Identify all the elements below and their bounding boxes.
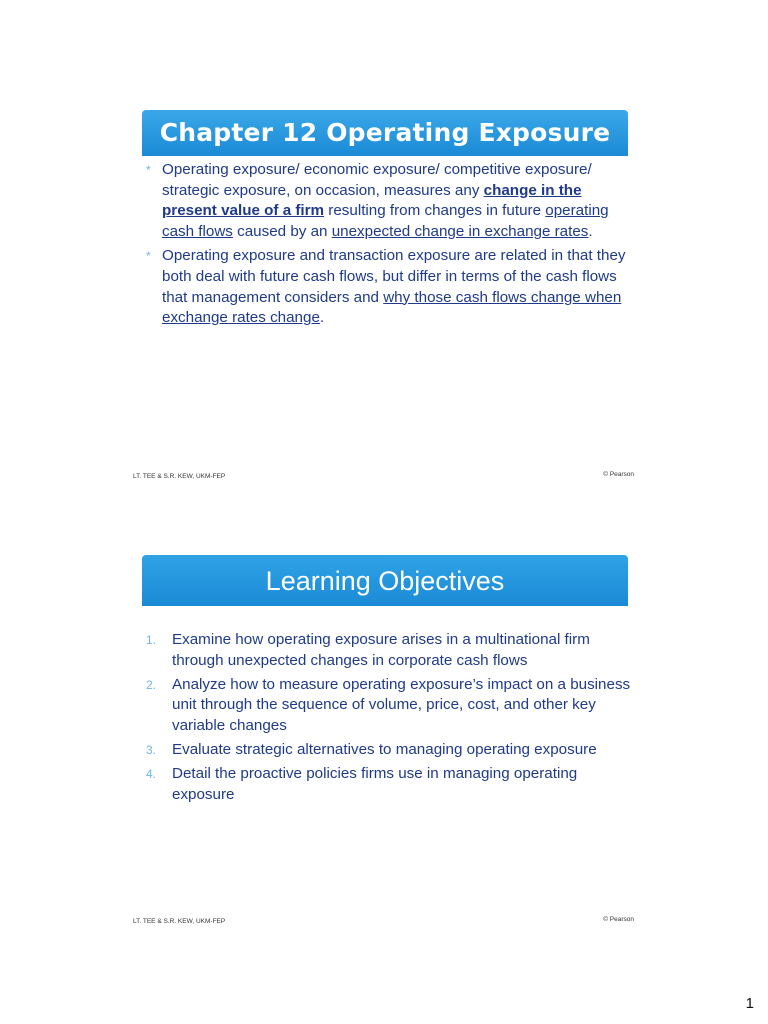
objective-item: [142, 740, 632, 761]
bullet-text: caused by an: [232, 222, 332, 240]
bullet-star-icon: *: [146, 249, 151, 264]
objectives-list: [142, 630, 632, 809]
objective-item: [142, 630, 632, 671]
slide-title: Learning Objectives: [142, 555, 628, 606]
objective-text: Detail the proactive policies firms use in managing operating exposure: [172, 765, 578, 803]
bullet-star-icon: *: [146, 163, 151, 177]
objective-item: [142, 675, 632, 737]
bullet-list: [142, 160, 632, 333]
objective-text: Examine how operating exposure arises in a multinational firm through unexpected changes in corporate cash flows: [172, 631, 590, 669]
bullet-text: resulting from changes in future: [324, 202, 546, 220]
objective-number: 1.: [146, 633, 157, 647]
objective-item: [142, 764, 632, 805]
slide-title: Chapter 12 Operating Exposure: [142, 110, 628, 156]
bullet-item: [142, 246, 632, 328]
slide-learning-objectives: [130, 545, 640, 935]
underlined-text: unexpected change in exchange rates: [331, 222, 589, 240]
bullet-text: Operating exposure and transaction exposure are related in that they both deal with future cash flows, but differ in terms of the cash flows that management considers and: [162, 247, 626, 306]
slide-footer-copyright: © Pearson: [603, 471, 634, 478]
slide-footer-authors: LT. TEE & S.R. KEW, UKM-FEP: [133, 918, 226, 925]
slide-footer-copyright: © Pearson: [603, 916, 634, 923]
objective-number: 3.: [146, 742, 157, 757]
objective-number: 2.: [146, 677, 157, 692]
objective-number: 4.: [146, 767, 157, 782]
underlined-text: operating cash flows: [162, 202, 609, 240]
slide-chapter-12: [130, 100, 640, 490]
bullet-text: .: [588, 222, 593, 240]
objective-text: Analyze how to measure operating exposure’s impact on a business unit through the sequence of volume, price, cost, and other key variable changes: [172, 675, 631, 734]
bullet-text: .: [319, 309, 325, 327]
objective-text: Evaluate strategic alternatives to managing operating exposure: [172, 740, 597, 758]
emphasis-link: change in the present value of a firm: [162, 181, 582, 220]
page-number: 1: [745, 995, 754, 1012]
bullet-text: Operating exposure/ economic exposure/ competitive exposure/ strategic exposure, on occasion, measures any: [162, 161, 592, 199]
slide-footer-authors: LT. TEE & S.R. KEW, UKM-FEP: [133, 473, 226, 480]
bullet-item: [142, 160, 632, 242]
underlined-text: why those cash flows change when exchange rates change: [162, 288, 622, 327]
